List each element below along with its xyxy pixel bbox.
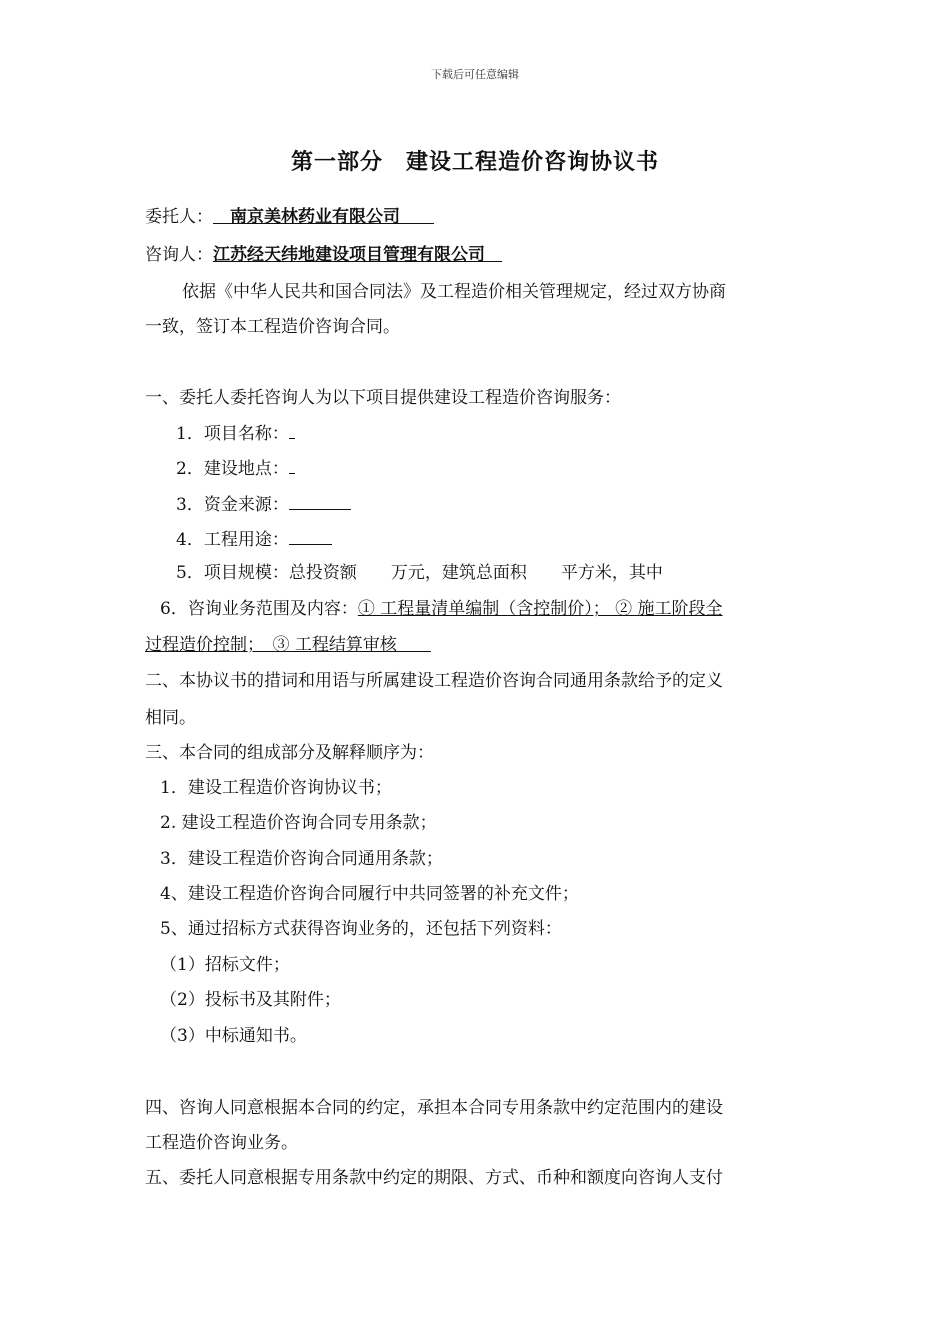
funding-source-blank	[289, 491, 351, 510]
section-2-line-2: 相同。	[145, 708, 196, 728]
list-item: 5、通过招标方式获得咨询业务的，还包括下列资料：	[160, 919, 562, 939]
intro-line-1: 依据《中华人民共和国合同法》及工程造价相关管理规定，经过双方协商	[182, 282, 726, 302]
intro-line-2: 一致，签订本工程造价咨询合同。	[145, 317, 400, 337]
scope-item: 6．咨询业务范围及内容：① 工程量清单编制（含控制价）； ② 施工阶段全	[160, 599, 723, 619]
header-note: 下载后可任意编辑	[431, 68, 519, 81]
scope-content-2-line	[145, 633, 431, 657]
section-1-heading: 一、委托人委托咨询人为以下项目提供建设工程造价咨询服务：	[145, 388, 621, 408]
project-name-item: 1．项目名称：	[176, 420, 295, 446]
client-label: 委托人：	[145, 207, 213, 227]
client-line	[145, 205, 434, 229]
list-item: 3．建设工程造价咨询合同通用条款；	[160, 849, 443, 869]
consultant-line	[145, 243, 502, 267]
list-item: 1．建设工程造价咨询协议书；	[160, 778, 392, 798]
section-3-heading: 三、本合同的组成部分及解释顺序为：	[145, 743, 434, 763]
consultant-label: 咨询人：	[145, 245, 213, 265]
scope-content-2: 过程造价控制； ③ 工程结算审核	[145, 635, 397, 655]
project-name-blank	[289, 420, 295, 439]
list-item: 4、建设工程造价咨询合同履行中共同签署的补充文件；	[160, 884, 579, 904]
project-use-item: 4．工程用途：	[176, 526, 332, 552]
document-title: 第一部分 建设工程造价咨询协议书	[290, 150, 659, 175]
section-4-line-1: 四、咨询人同意根据本合同的约定，承担本合同专用条款中约定范围内的建设	[145, 1098, 723, 1118]
consultant-name: 江苏经天纬地建设项目管理有限公司	[213, 245, 485, 265]
project-location-item: 2．建设地点：	[176, 455, 295, 481]
project-use-blank	[289, 526, 332, 545]
project-scale-item: 5．项目规模：总投资额 万元，建筑总面积 平方米，其中	[176, 563, 663, 583]
section-4-line-2: 工程造价咨询业务。	[145, 1133, 298, 1153]
client-name: 南京美林药业有限公司	[230, 207, 400, 227]
project-location-blank	[289, 455, 295, 474]
sub-list-item: （3）中标通知书。	[160, 1026, 307, 1046]
sub-list-item: （2）投标书及其附件；	[160, 990, 341, 1010]
sub-list-item: （1）招标文件；	[160, 955, 290, 975]
list-item: 2. 建设工程造价咨询合同专用条款；	[160, 813, 437, 833]
funding-source-item: 3．资金来源：	[176, 491, 351, 517]
scope-content-1: ① 工程量清单编制（含控制价）； ② 施工阶段全	[357, 599, 723, 619]
section-5-line-1: 五、委托人同意根据专用条款中约定的期限、方式、币种和额度向咨询人支付	[145, 1168, 723, 1188]
section-2-line-1: 二、本协议书的措词和用语与所属建设工程造价咨询合同通用条款给予的定义	[145, 671, 723, 691]
